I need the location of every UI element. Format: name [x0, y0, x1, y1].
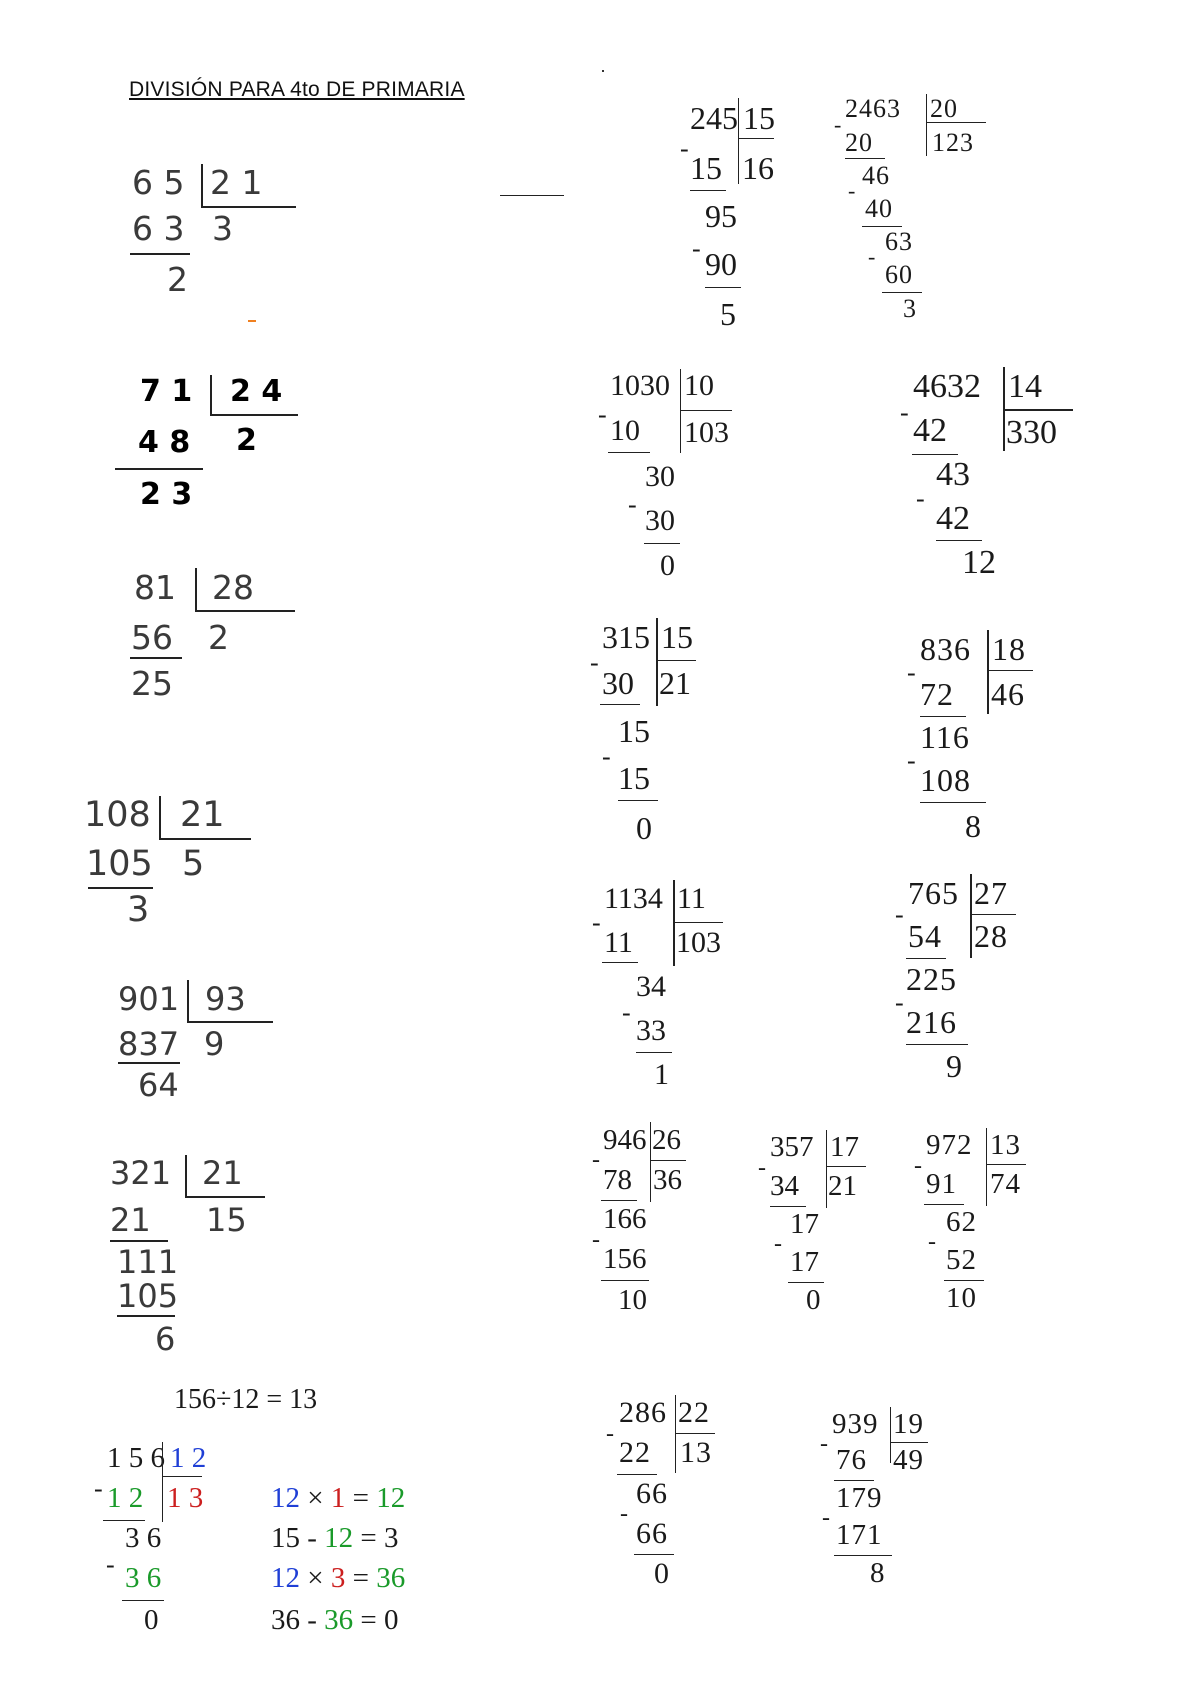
product: 17: [790, 1246, 819, 1278]
product: 30: [645, 504, 675, 537]
dividend: 286: [619, 1396, 667, 1429]
minus-sign: -: [590, 648, 599, 677]
dividend: 357: [770, 1131, 814, 1163]
divisor: 22: [678, 1396, 710, 1429]
product: 56: [131, 618, 173, 657]
minus-sign: -: [692, 234, 701, 263]
minus-sign: -: [622, 998, 631, 1027]
subtraction-line: [130, 657, 182, 659]
quotient: 21: [659, 665, 691, 701]
minus-sign: -: [895, 900, 904, 929]
divisor: 21: [180, 795, 225, 835]
quotient: 123: [932, 128, 974, 157]
remainder: 3: [903, 294, 917, 323]
division-bracket: [987, 670, 1033, 671]
partial-dividend: 43: [936, 456, 970, 493]
divisor: 18: [992, 631, 1026, 667]
division-bracket: [201, 206, 296, 208]
subtraction-line: [601, 1280, 649, 1281]
product: 108: [920, 762, 971, 798]
remainder: 12: [962, 544, 996, 581]
quotient: 1 3: [167, 1482, 204, 1514]
remainder: 25: [131, 664, 173, 703]
stray-mark: [248, 320, 256, 322]
partial-dividend: 46: [862, 161, 890, 190]
quotient: 330: [1006, 414, 1057, 451]
dividend: 245: [690, 100, 738, 136]
dividend: 7 1: [140, 374, 193, 409]
division-bracket: [210, 414, 298, 416]
quotient: 13: [680, 1436, 712, 1469]
divisor: 10: [684, 369, 714, 402]
partial-dividend: 116: [920, 719, 970, 755]
minus-sign: -: [602, 742, 611, 771]
subtraction-line: [705, 287, 741, 288]
product: 156: [603, 1243, 647, 1275]
subtraction-line: [88, 887, 153, 889]
subtraction-line: [644, 543, 680, 544]
product: 42: [913, 412, 947, 449]
subtraction-line: [690, 190, 726, 191]
division-bracket: [986, 1164, 1026, 1165]
subtraction-line: [110, 1240, 168, 1242]
minus-sign: -: [106, 1550, 115, 1579]
minus-sign: -: [620, 1501, 628, 1527]
division-bracket: [210, 375, 212, 415]
remainder: 2 3: [140, 477, 193, 512]
dividend: 939: [832, 1408, 879, 1440]
partial-dividend: 179: [836, 1482, 883, 1514]
product: 216: [906, 1004, 957, 1040]
subtraction-line: [618, 800, 658, 801]
remainder: 0: [660, 549, 675, 582]
product: 66: [636, 1517, 668, 1550]
remainder: 0: [144, 1604, 159, 1636]
minus-sign: -: [94, 1474, 103, 1503]
product: 76: [836, 1444, 867, 1476]
product: 837: [118, 1025, 180, 1063]
minus-sign: -: [907, 746, 916, 775]
dividend: 6 5: [132, 163, 185, 202]
subtraction-line: [834, 1555, 892, 1556]
product: 52: [946, 1244, 977, 1276]
dividend: 1030: [610, 369, 670, 402]
dividend: 81: [134, 568, 176, 607]
example-header: 156÷12 = 13: [174, 1384, 318, 1415]
partial-dividend: 30: [645, 460, 675, 493]
worksheet-title: DIVISIÓN PARA 4to DE PRIMARIA: [129, 78, 465, 101]
partial-dividend: 66: [636, 1477, 668, 1510]
divisor: 27: [974, 875, 1008, 911]
remainder: 8: [965, 808, 982, 844]
division-bracket: [195, 568, 197, 611]
division-bracket: [159, 796, 161, 839]
minus-sign: -: [907, 658, 916, 687]
division-bracket: [680, 410, 732, 411]
quotient: 2: [208, 618, 229, 657]
explanation-line: 12 × 1 = 12: [271, 1482, 406, 1514]
division-bracket: [673, 922, 723, 923]
subtraction-line: [920, 802, 986, 803]
partial-dividend: 63: [885, 227, 913, 256]
quotient: 36: [653, 1164, 682, 1196]
subtraction-line: [920, 716, 966, 717]
partial-dividend: 3 6: [125, 1522, 162, 1554]
partial-dividend: 225: [906, 961, 957, 997]
quotient: 15: [206, 1201, 247, 1239]
minus-sign: -: [928, 1229, 936, 1255]
divisor: 11: [677, 882, 706, 915]
quotient: 3: [212, 209, 233, 248]
division-bracket: [185, 1155, 187, 1197]
partial-dividend: 62: [946, 1206, 977, 1238]
subtraction-line: [924, 1204, 964, 1205]
dividend: 1134: [604, 882, 663, 915]
subtraction-line: [634, 1554, 674, 1555]
division-bracket: [185, 1196, 265, 1198]
subtraction-line: [845, 158, 885, 159]
quotient: 46: [991, 676, 1025, 712]
minus-sign: -: [822, 1505, 830, 1531]
quotient: 103: [676, 926, 721, 959]
minus-sign: -: [592, 1227, 600, 1253]
dividend: 836: [920, 631, 971, 667]
division-bracket: [650, 1122, 651, 1202]
minus-sign: -: [680, 134, 689, 163]
minus-sign: -: [774, 1231, 782, 1257]
minus-sign: -: [820, 1431, 828, 1457]
division-bracket: [890, 1442, 928, 1443]
product: 105: [86, 844, 153, 884]
division-bracket: [680, 369, 681, 453]
quotient: 21: [828, 1170, 857, 1202]
subtraction-line: [788, 1282, 824, 1283]
quotient: 28: [974, 918, 1008, 954]
product: 10: [610, 414, 640, 447]
dividend: 315: [602, 619, 650, 655]
minus-sign: -: [848, 178, 856, 203]
dividend: 108: [84, 795, 151, 835]
division-bracket: [970, 914, 1016, 915]
minus-sign: -: [834, 112, 842, 137]
division-bracket: [162, 1476, 202, 1477]
subtraction-line: [936, 540, 982, 541]
divisor: 14: [1008, 368, 1042, 405]
remainder: 2: [167, 260, 188, 299]
division-bracket: [970, 874, 972, 958]
product: 90: [705, 246, 737, 282]
dividend: 901: [118, 980, 180, 1018]
minus-sign: -: [895, 988, 904, 1017]
remainder: 0: [636, 810, 652, 846]
subtraction-line: [118, 1062, 180, 1064]
division-bracket: [826, 1166, 866, 1167]
division-bracket: [673, 880, 675, 966]
product: 22: [619, 1436, 651, 1469]
subtraction-line: [906, 1044, 968, 1045]
product: 4 8: [138, 425, 191, 460]
dividend: 2463: [845, 94, 901, 123]
divisor: 17: [830, 1131, 859, 1163]
division-bracket: [656, 618, 658, 706]
partial-dividend: 95: [705, 198, 737, 234]
divisor: 15: [743, 100, 775, 136]
division-bracket: [826, 1130, 827, 1208]
dividend: 972: [926, 1129, 973, 1161]
product: 42: [936, 500, 970, 537]
division-bracket: [675, 1433, 715, 1434]
division-bracket: [738, 98, 739, 184]
divisor: 21: [202, 1154, 243, 1192]
minus-sign: -: [628, 490, 637, 519]
subtraction-line: [882, 292, 922, 293]
subtraction-line: [103, 1520, 145, 1521]
divisor: 2 1: [210, 163, 263, 202]
quotient: 9: [204, 1025, 225, 1063]
subtraction-line: [834, 1480, 874, 1481]
division-bracket: [926, 94, 927, 156]
remainder: 10: [946, 1282, 977, 1314]
partial-dividend: 111: [117, 1243, 179, 1281]
minus-sign: -: [868, 244, 876, 269]
product: 54: [908, 918, 942, 954]
remainder: 0: [806, 1284, 821, 1316]
subtraction-line: [130, 253, 190, 255]
divisor: 93: [205, 980, 246, 1018]
stray-dot: [602, 70, 604, 72]
product: 78: [603, 1164, 632, 1196]
product: 72: [920, 676, 954, 712]
quotient: 16: [742, 150, 774, 186]
remainder: 0: [654, 1557, 670, 1590]
division-bracket: [1003, 409, 1073, 411]
minus-sign: -: [598, 400, 607, 429]
division-bracket: [162, 1442, 163, 1522]
remainder: 1: [654, 1058, 669, 1091]
divisor: 19: [893, 1408, 924, 1440]
dividend: 1 5 6: [107, 1442, 165, 1474]
subtraction-line: [770, 1206, 806, 1207]
division-bracket: [738, 138, 774, 139]
subtraction-line: [608, 452, 650, 453]
partial-dividend: 15: [618, 713, 650, 749]
subtraction-line: [601, 1200, 637, 1201]
division-bracket: [675, 1395, 676, 1473]
product: 6 3: [132, 209, 185, 248]
product: 33: [636, 1014, 666, 1047]
remainder: 9: [946, 1048, 963, 1084]
remainder: 10: [618, 1284, 647, 1316]
division-bracket: [890, 1407, 891, 1463]
division-bracket: [201, 164, 203, 208]
product: 171: [836, 1519, 883, 1551]
minus-sign: -: [592, 908, 601, 937]
explanation-line: 36 - 36 = 0: [271, 1604, 399, 1636]
subtraction-line: [602, 962, 638, 963]
dividend: 321: [110, 1154, 172, 1192]
dividend: 946: [603, 1124, 647, 1156]
division-bracket: [159, 838, 251, 840]
minus-sign: -: [606, 1421, 614, 1447]
product: 15: [690, 150, 722, 186]
division-bracket: [656, 660, 696, 661]
divisor: 26: [652, 1124, 681, 1156]
product: 20: [845, 128, 873, 157]
divisor: 13: [990, 1129, 1021, 1161]
division-bracket: [986, 1128, 987, 1206]
quotient: 49: [893, 1444, 924, 1476]
remainder: 5: [720, 296, 736, 332]
subtraction-line: [117, 1315, 175, 1317]
partial-dividend: 17: [790, 1208, 819, 1240]
divisor: 20: [930, 94, 958, 123]
quotient: 103: [684, 416, 729, 449]
stray-line: [500, 195, 564, 196]
division-bracket: [187, 980, 189, 1022]
quotient: 74: [990, 1168, 1021, 1200]
subtraction-line: [906, 958, 946, 959]
subtraction-line: [115, 468, 203, 470]
product: 40: [865, 194, 893, 223]
dividend: 4632: [913, 368, 981, 405]
remainder: 3: [127, 890, 150, 930]
product: 1 2: [107, 1482, 144, 1514]
minus-sign: -: [758, 1155, 766, 1181]
minus-sign: -: [592, 1147, 600, 1173]
quotient: 2: [236, 423, 257, 458]
minus-sign: -: [916, 484, 925, 513]
product: 30: [602, 665, 634, 701]
division-bracket: [195, 610, 295, 612]
partial-dividend: 166: [603, 1203, 647, 1235]
subtraction-line: [636, 1052, 672, 1053]
product: 11: [604, 926, 633, 959]
remainder: 64: [138, 1066, 179, 1104]
subtraction-line: [122, 1600, 164, 1601]
divisor: 28: [212, 568, 254, 607]
divisor: 2 4: [230, 374, 283, 409]
division-bracket: [987, 630, 989, 714]
remainder: 6: [155, 1320, 176, 1358]
division-bracket: [187, 1021, 273, 1023]
product: 60: [885, 260, 913, 289]
minus-sign: -: [900, 398, 909, 427]
product: 21: [110, 1201, 151, 1239]
divisor: 1 2: [170, 1442, 207, 1474]
subtraction-line: [600, 704, 640, 705]
partial-dividend: 34: [636, 970, 666, 1003]
product: 91: [926, 1168, 957, 1200]
division-bracket: [650, 1160, 686, 1161]
remainder: 8: [870, 1557, 886, 1589]
product: 3 6: [125, 1562, 162, 1594]
product: 105: [117, 1277, 179, 1315]
subtraction-line: [944, 1280, 984, 1281]
quotient: 5: [182, 844, 205, 884]
dividend: 765: [908, 875, 959, 911]
minus-sign: -: [914, 1153, 922, 1179]
divisor: 15: [661, 619, 693, 655]
product: 15: [618, 760, 650, 796]
explanation-line: 15 - 12 = 3: [271, 1522, 399, 1554]
subtraction-line: [617, 1474, 657, 1475]
product: 34: [770, 1170, 799, 1202]
subtraction-line: [912, 454, 958, 455]
explanation-line: 12 × 3 = 36: [271, 1562, 406, 1594]
